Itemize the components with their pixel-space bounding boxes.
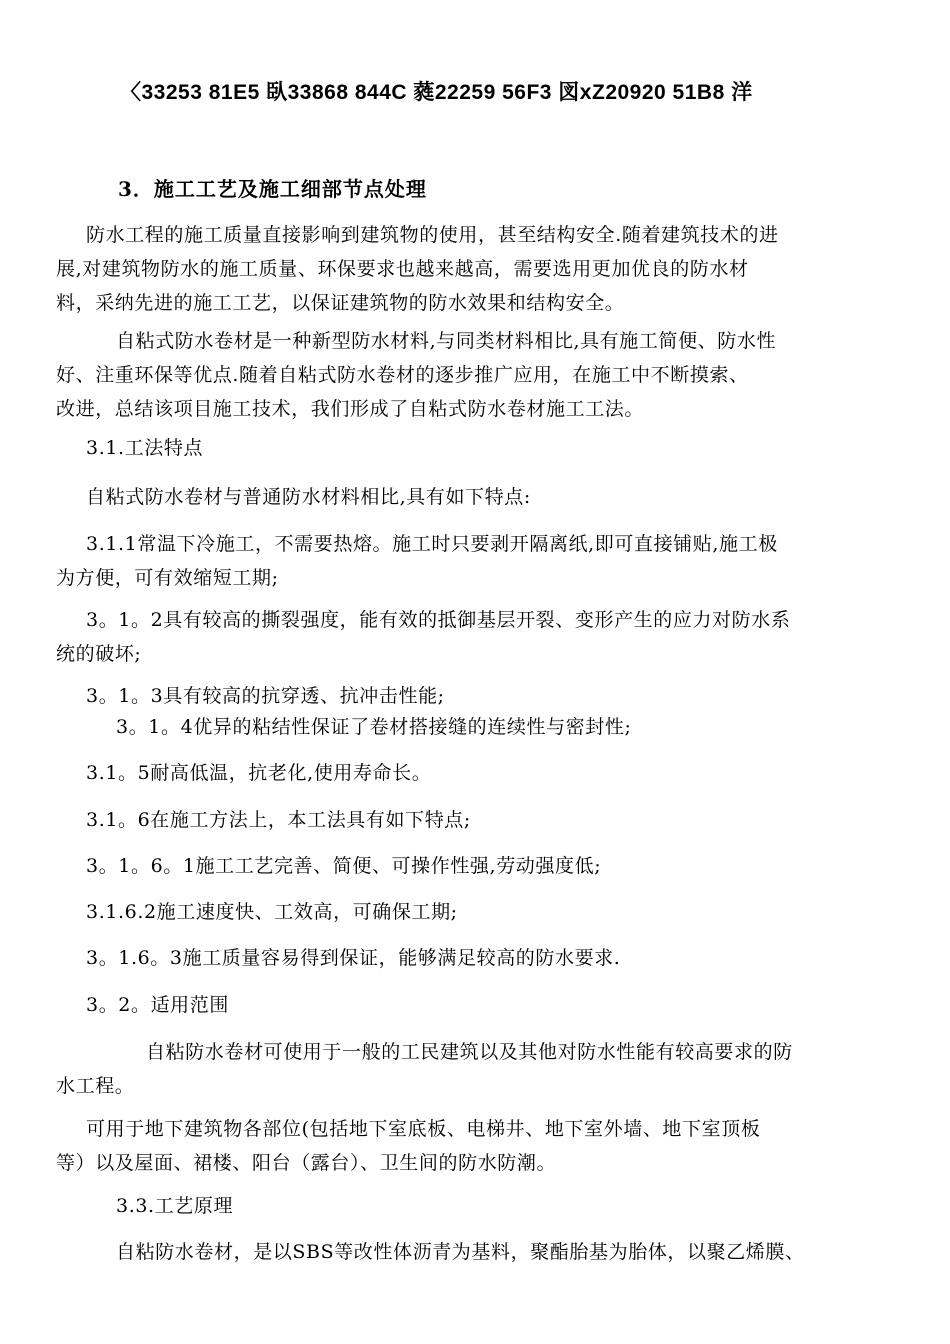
paragraph-line: 3.1.6.2施工速度快、工效高，可确保工期; xyxy=(86,901,458,923)
paragraph-line: 好、注重环保等优点.随着自粘式防水卷材的逐步推广应用，在施工中不断摸索、 xyxy=(56,364,749,386)
paragraph-line: 自粘式防水卷材与普通防水材料相比,具有如下特点: xyxy=(86,486,531,508)
principle-paragraph xyxy=(116,1235,916,1269)
item-3-1-5 xyxy=(86,756,886,790)
section-title: 3．施工工艺及施工细部节点处理 xyxy=(118,177,427,201)
paragraph-line: 水工程。 xyxy=(56,1075,135,1097)
paragraph-line: 自粘防水卷材，是以SBS等改性体沥青为基料，聚酯胎基为胎体，以聚乙烯膜、 xyxy=(116,1241,805,1263)
paragraph-line: 等）以及屋面、裙楼、阳台（露台）、卫生间的防水防潮。 xyxy=(56,1152,557,1174)
paragraph-line: 3.1.1常温下冷施工，不需要热熔。施工时只要剥开隔离纸,即可直接铺贴,施工极 xyxy=(86,533,778,555)
item-3-1-4 xyxy=(116,710,916,744)
item-3-1-6 xyxy=(86,803,886,837)
subsection-heading-3-2 xyxy=(86,988,886,1022)
item-3-1-1 xyxy=(56,527,886,595)
heading-text: 3。2。适用范围 xyxy=(86,994,229,1016)
document-header-code: 〈33253 81E5 臥33868 844C 蕤22259 56F3 図xZ20920 51B8 洋 xyxy=(120,81,753,104)
scope-paragraph-1 xyxy=(56,1035,946,1103)
features-intro xyxy=(86,480,886,514)
item-3-1-6-2 xyxy=(86,895,886,929)
paragraph-line: 3。1。6。1施工工艺完善、简便、可操作性强,劳动强度低; xyxy=(86,855,602,877)
subsection-heading-3-3 xyxy=(116,1189,916,1223)
material-paragraph xyxy=(56,324,916,426)
paragraph-line: 统的破坏; xyxy=(56,643,142,665)
subsection-heading-3-1 xyxy=(86,431,886,465)
item-3-1-3 xyxy=(86,679,886,713)
item-3-1-6-1 xyxy=(86,849,886,883)
paragraph-line: 自粘式防水卷材是一种新型防水材料,与同类材料相比,具有施工简便、防水性 xyxy=(116,330,777,352)
item-3-1-2 xyxy=(56,603,886,671)
paragraph-line: 自粘防水卷材可使用于一般的工民建筑以及其他对防水性能有较高要求的防 xyxy=(146,1041,793,1063)
paragraph-line: 3.1。6在施工方法上，本工法具有如下特点; xyxy=(86,809,471,831)
paragraph-line: 防水工程的施工质量直接影响到建筑物的使用，甚至结构安全.随着建筑技术的进 xyxy=(86,224,779,246)
paragraph-line: 3。1.6。3施工质量容易得到保证，能够满足较高的防水要求. xyxy=(86,947,621,969)
item-3-1-6-3 xyxy=(86,941,886,975)
paragraph-line: 展,对建筑物防水的施工质量、环保要求也越来越高，需要选用更加优良的防水材 xyxy=(56,258,749,280)
paragraph-line: 3.1。5耐高低温，抗老化,使用寿命长。 xyxy=(86,762,432,784)
paragraph-line: 可用于地下建筑物各部位(包括地下室底板、电梯井、地下室外墙、地下室顶板 xyxy=(86,1118,761,1140)
heading-text: 3.3.工艺原理 xyxy=(116,1195,234,1217)
scope-paragraph-2 xyxy=(56,1112,886,1180)
intro-paragraph xyxy=(56,218,886,320)
paragraph-line: 料，采纳先进的施工工艺，以保证建筑物的防水效果和结构安全。 xyxy=(56,292,625,314)
heading-text: 3.1.工法特点 xyxy=(86,437,204,459)
paragraph-line: 改进，总结该项目施工技术，我们形成了自粘式防水卷材施工工法。 xyxy=(56,398,645,420)
paragraph-line: 3。1。2具有较高的撕裂强度，能有效的抵御基层开裂、变形产生的应力对防水系 xyxy=(86,609,791,631)
paragraph-line: 为方便，可有效缩短工期; xyxy=(56,567,279,589)
paragraph-line: 3。1。3具有较高的抗穿透、抗冲击性能; xyxy=(86,685,445,707)
paragraph-line: 3。1。4优异的粘结性保证了卷材搭接缝的连续性与密封性; xyxy=(116,716,632,738)
